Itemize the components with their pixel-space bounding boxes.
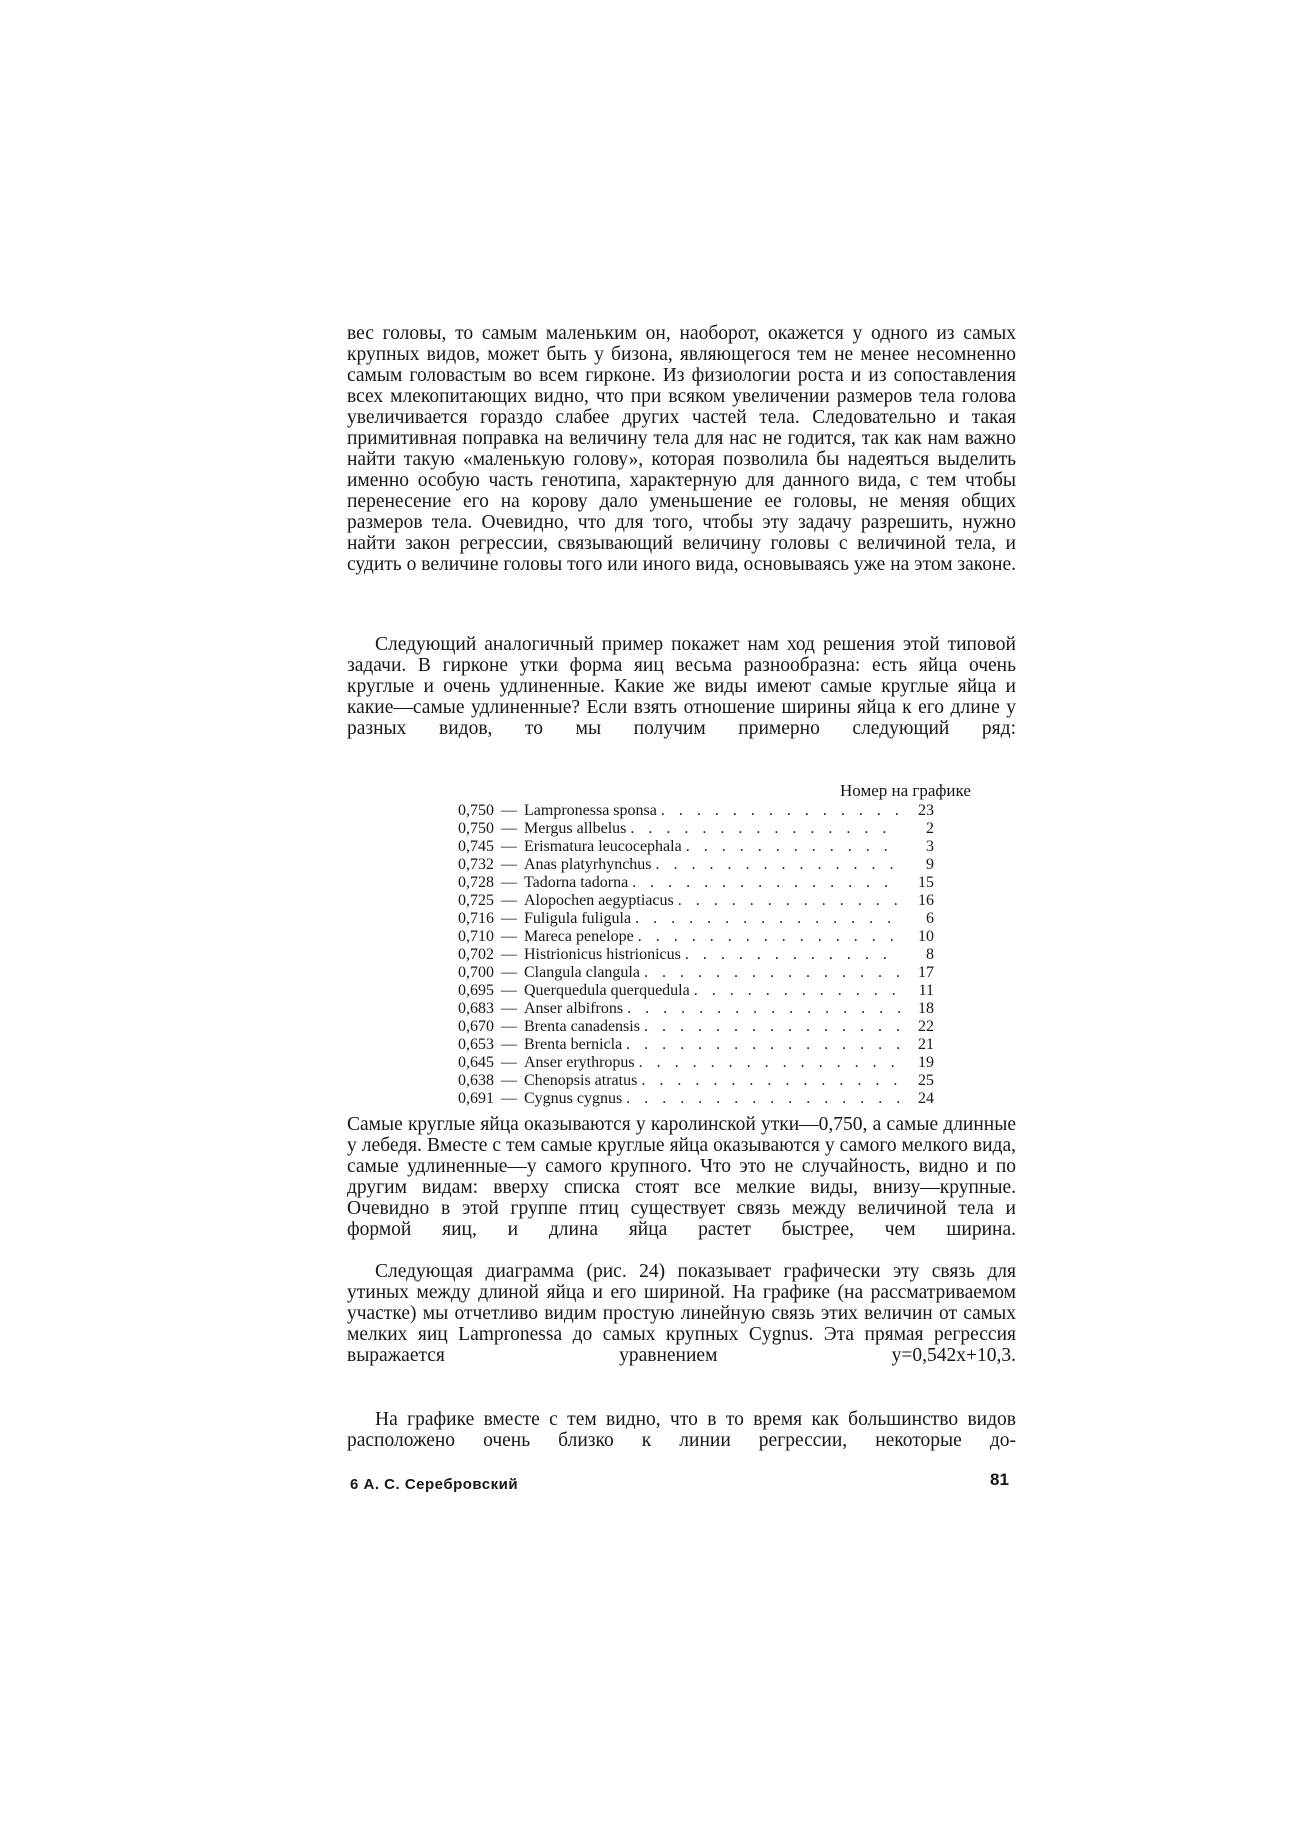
species-name: Mergus allbelus <box>524 820 627 837</box>
dot-leader <box>657 802 900 820</box>
graph-number: 8 <box>926 946 934 963</box>
egg-ratio-value: 0,732 <box>458 856 494 873</box>
species-name: Mareca penelope <box>524 928 634 945</box>
dash-separator: — <box>501 802 517 819</box>
egg-ratio-value: 0,725 <box>458 892 494 909</box>
dash-separator: — <box>501 946 517 963</box>
dash-separator: — <box>501 1018 517 1035</box>
species-name: Brenta canadensis <box>524 1018 640 1035</box>
graph-number: 23 <box>918 802 934 819</box>
paragraph-egg-shape-intro: Следующий аналогичный пример покажет нам ход решения этой типовой задачи. В гирконе утки форма яиц весьма разнообразна: есть яйца очень круглые и очень удлиненные. Какие же виды имеют самые круглые яйца и какие—самые удлиненные? Если взять отношение ширины яйца к его длине у разных видов, то мы получим примерно следующий ряд: <box>347 634 1016 739</box>
egg-ratio-value: 0,716 <box>458 910 494 927</box>
dash-separator: — <box>501 1054 517 1071</box>
paragraph-round-eggs: Самые круглые яйца оказываются у каролинской утки—0,750, а самые длинные у лебедя. Вместе с тем самые круглые яйца оказываются у самого мелкого вида, самые удлиненные—у самого крупного. Что это не случайность, видно и по другим видам: вверху списка стоят все мелкие виды, внизу—крупные. Очевидно в этой группе птиц существует связь между величиной тела и формой яиц, и длина яйца растет быстрее, чем ширина. <box>347 1114 1016 1240</box>
dash-separator: — <box>501 1072 517 1089</box>
dash-separator: — <box>501 820 517 837</box>
dash-separator: — <box>501 910 517 927</box>
graph-number: 17 <box>918 964 934 981</box>
graph-number: 24 <box>918 1090 934 1107</box>
dash-separator: — <box>501 892 517 909</box>
egg-ratio-value: 0,745 <box>458 838 494 855</box>
egg-ratio-value: 0,700 <box>458 964 494 981</box>
dash-separator: — <box>501 964 517 981</box>
dash-separator: — <box>501 1036 517 1053</box>
table-row <box>444 1036 934 1054</box>
dot-leader <box>652 856 900 874</box>
species-name: Anser albifrons <box>524 1000 624 1017</box>
table-row <box>444 838 934 856</box>
egg-ratio-value: 0,695 <box>458 982 494 999</box>
egg-ratio-value: 0,750 <box>458 820 494 837</box>
graph-number: 6 <box>926 910 934 927</box>
dash-separator: — <box>501 874 517 891</box>
dot-leader <box>634 928 900 946</box>
dot-leader <box>628 874 900 892</box>
graph-number: 16 <box>918 892 934 909</box>
dot-leader <box>690 982 900 1000</box>
graph-number: 2 <box>926 820 934 837</box>
species-name: Alopochen aegyptiacus <box>524 892 674 909</box>
egg-ratio-value: 0,683 <box>458 1000 494 1017</box>
dash-separator: — <box>501 928 517 945</box>
graph-number: 15 <box>918 874 934 891</box>
dot-leader <box>682 838 900 856</box>
species-name: Lampronessa sponsa <box>524 802 657 819</box>
paragraph-graph-note: На графике вместе с тем видно, что в то время как большинство видов расположено очень близко к линии регрессии, некоторые до- <box>347 1409 1016 1451</box>
table-row <box>444 874 934 892</box>
graph-number: 19 <box>918 1054 934 1071</box>
graph-number: 21 <box>918 1036 934 1053</box>
graph-number: 25 <box>918 1072 934 1089</box>
species-name: Fuligula fuligula <box>524 910 632 927</box>
dot-leader <box>640 1018 900 1036</box>
table-row <box>444 1018 934 1036</box>
dot-leader <box>640 964 900 982</box>
table-row <box>444 802 934 820</box>
dash-separator: — <box>501 1090 517 1107</box>
egg-ratio-value: 0,728 <box>458 874 494 891</box>
dash-separator: — <box>501 838 517 855</box>
species-name: Anser erythropus <box>524 1054 635 1071</box>
species-name: Tadorna tadorna <box>524 874 629 891</box>
egg-ratio-value: 0,638 <box>458 1072 494 1089</box>
species-name: Anas platyrhynchus <box>524 856 652 873</box>
species-name: Querquedula querquedula <box>524 982 690 999</box>
egg-ratio-value: 0,710 <box>458 928 494 945</box>
table-row <box>444 928 934 946</box>
table-row <box>444 910 934 928</box>
table-row <box>444 1090 934 1108</box>
graph-number: 3 <box>926 838 934 855</box>
dot-leader <box>635 1054 900 1072</box>
dash-separator: — <box>501 982 517 999</box>
egg-ratio-value: 0,653 <box>458 1036 494 1053</box>
dot-leader <box>626 820 900 838</box>
species-name: Clangula clangula <box>524 964 640 981</box>
dot-leader <box>674 892 900 910</box>
species-name: Cygnus cygnus <box>524 1090 623 1107</box>
species-name: Chenopsis atratus <box>524 1072 638 1089</box>
dot-leader <box>681 946 900 964</box>
paragraph-diagram-regression: Следующая диаграмма (рис. 24) показывает графически эту связь для утиных между длиной яйца и его шириной. На графике (на рассматриваемом участке) мы отчетливо видим простую линейную связь этих величин от самых мелких яиц Lampronessa до самых крупных Cygnus. Эта прямая регрессия выражается уравнением y=0,542x+10,3. <box>347 1261 1016 1366</box>
dot-leader <box>631 910 900 928</box>
species-egg-ratio-table <box>444 802 934 1108</box>
egg-ratio-value: 0,691 <box>458 1090 494 1107</box>
table-row <box>444 1072 934 1090</box>
table-row <box>444 892 934 910</box>
paragraph-continuation: вес головы, то самым маленьким он, наоборот, окажется у одного из самых крупных видов, может быть у бизона, являющегося тем не менее несомненно самым головастым во всем гирконе. Из физиологии роста и из сопоставления всех млекопитающих видно, что при всяком увеличении размеров тела голова увеличивается гораздо слабее других частей тела. Следовательно и такая примитивная поправка на величину тела для нас не годится, так как нам важно найти такую «маленькую голову», которая позволила бы надеяться выделить именно особую часть генотипа, характерную для данного вида, с тем чтобы перенесение его на корову дало уменьшение ее головы, не меняя общих размеров тела. Очевидно, что для того, чтобы эту задачу разрешить, нужно найти закон регрессии, связывающий величину головы с величиной тела, и судить о величине головы того или иного вида, основываясь уже на этом законе. <box>347 323 1016 575</box>
table-row <box>444 946 934 964</box>
page-number: 81 <box>990 1470 1009 1489</box>
species-name: Histrionicus histrionicus <box>524 946 681 963</box>
graph-number: 11 <box>918 982 934 999</box>
egg-ratio-value: 0,645 <box>458 1054 494 1071</box>
egg-ratio-value: 0,670 <box>458 1018 494 1035</box>
dot-leader <box>622 1036 900 1054</box>
table-row <box>444 820 934 838</box>
dash-separator: — <box>501 1000 517 1017</box>
dot-leader <box>623 1000 900 1018</box>
dash-separator: — <box>501 856 517 873</box>
footer-signature: 6 А. С. Серебровский <box>350 1476 519 1493</box>
graph-number: 22 <box>918 1018 934 1035</box>
table-row <box>444 1000 934 1018</box>
table-row <box>444 1054 934 1072</box>
table-column-header: Номер на графике <box>840 781 971 800</box>
table-row <box>444 856 934 874</box>
dot-leader <box>637 1072 900 1090</box>
graph-number: 10 <box>918 928 934 945</box>
graph-number: 9 <box>926 856 934 873</box>
egg-ratio-value: 0,750 <box>458 802 494 819</box>
dot-leader <box>622 1090 900 1108</box>
egg-ratio-value: 0,702 <box>458 946 494 963</box>
graph-number: 18 <box>918 1000 934 1017</box>
table-row <box>444 982 934 1000</box>
species-name: Brenta bernicla <box>524 1036 623 1053</box>
species-name: Erismatura leucocephala <box>524 838 682 855</box>
table-row <box>444 964 934 982</box>
